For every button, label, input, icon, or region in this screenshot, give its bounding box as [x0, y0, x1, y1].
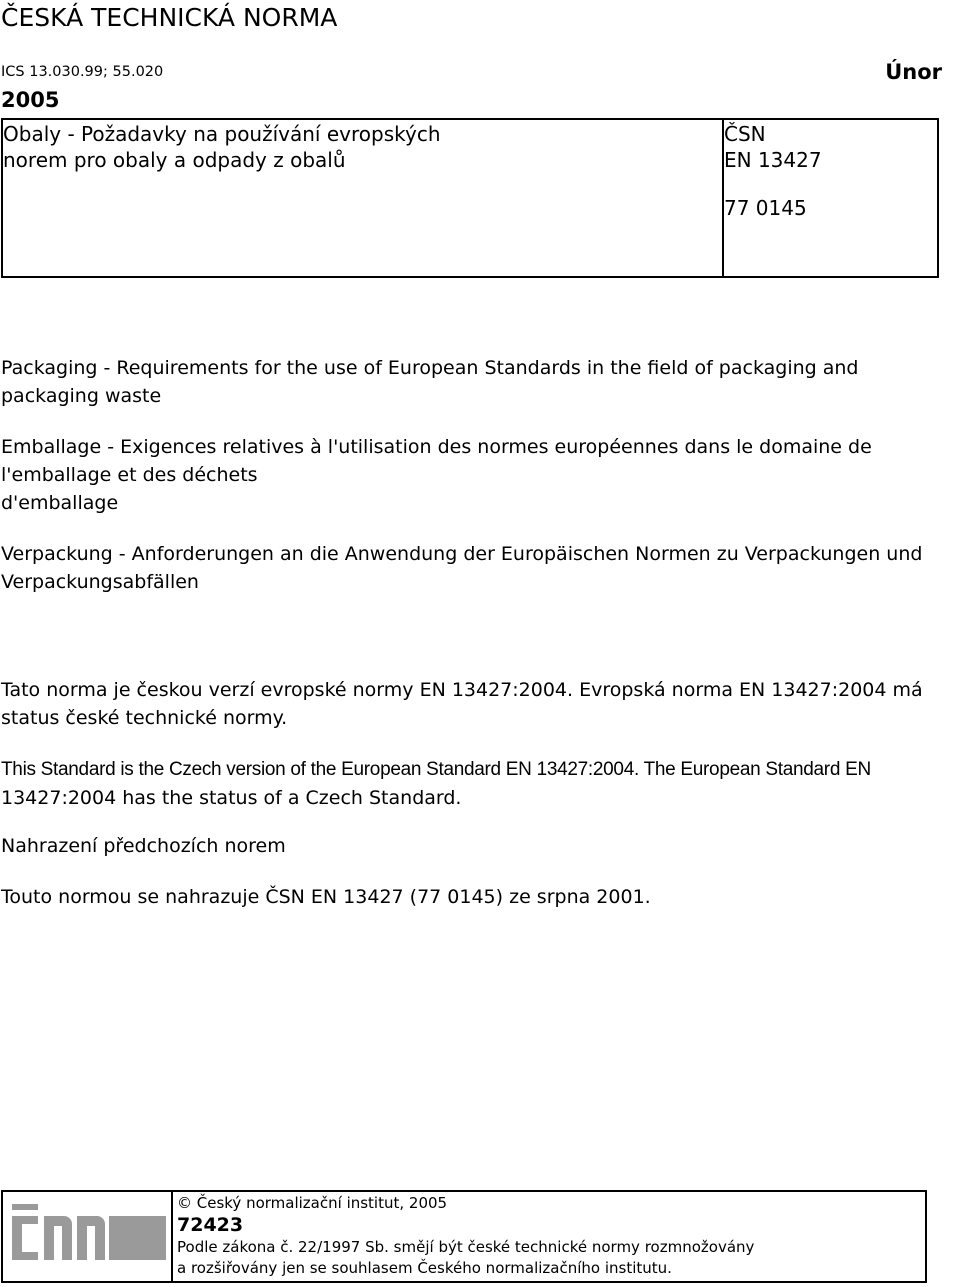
issue-year: 2005 — [1, 88, 60, 112]
law-notice-line2: a rozšiřovány jen se souhlasem Českého normalizačního institutu. — [177, 1259, 672, 1277]
german-title: Verpackung - Anforderungen an die Anwendung der Europäischen Normen zu Verpackungen und Verpackungsabfällen — [1, 543, 923, 593]
replacement-text: Touto normou se nahrazuje ČSN EN 13427 (77 0145) ze srpna 2001. — [1, 886, 651, 908]
czech-title: Obaly - Požadavky na používání evropských norem pro obaly a odpady z obalů — [3, 122, 441, 172]
english-title: Packaging - Requirements for the use of European Standards in the field of packaging and packaging waste — [1, 357, 859, 407]
document-heading: ČESKÁ TECHNICKÁ NORMA — [1, 3, 338, 32]
cni-logo-icon — [9, 1198, 169, 1276]
standard-designation — [724, 121, 822, 173]
english-status-note-part1: This Standard is the Czech version of the European Standard EN 13427:2004. The European Standard EN — [1, 759, 871, 780]
czech-status-note: Tato norma je českou verzí evropské normy EN 13427:2004. Evropská norma EN 13427:2004 má status české technické normy. — [1, 679, 923, 729]
classification-number: 77 0145 — [724, 196, 807, 220]
english-status-note-part2: 13427:2004 has the status of a Czech Standard. — [1, 787, 462, 809]
issue-month: Únor — [885, 60, 942, 84]
catalog-number: 72423 — [177, 1214, 244, 1236]
footer-divider — [171, 1192, 173, 1281]
french-title-part1: Emballage - Exigences relatives à l'utilisation des normes européennes dans le domaine de l'emballage et des déchets — [1, 436, 872, 486]
ics-code: ICS 13.030.99; 55.020 — [1, 64, 164, 80]
en-number: EN 13427 — [724, 148, 822, 172]
csn-label: ČSN — [724, 122, 766, 146]
copyright-line: © Český normalizační institut, 2005 — [177, 1194, 448, 1212]
french-title — [1, 433, 901, 517]
replacement-heading: Nahrazení předchozích norem — [1, 835, 286, 857]
standard-info-box — [1, 118, 939, 278]
english-status-note — [1, 755, 959, 812]
french-title-part2: d'emballage — [1, 492, 119, 514]
law-notice-line1: Podle zákona č. 22/1997 Sb. smějí být české technické normy rozmnožovány — [177, 1238, 755, 1256]
